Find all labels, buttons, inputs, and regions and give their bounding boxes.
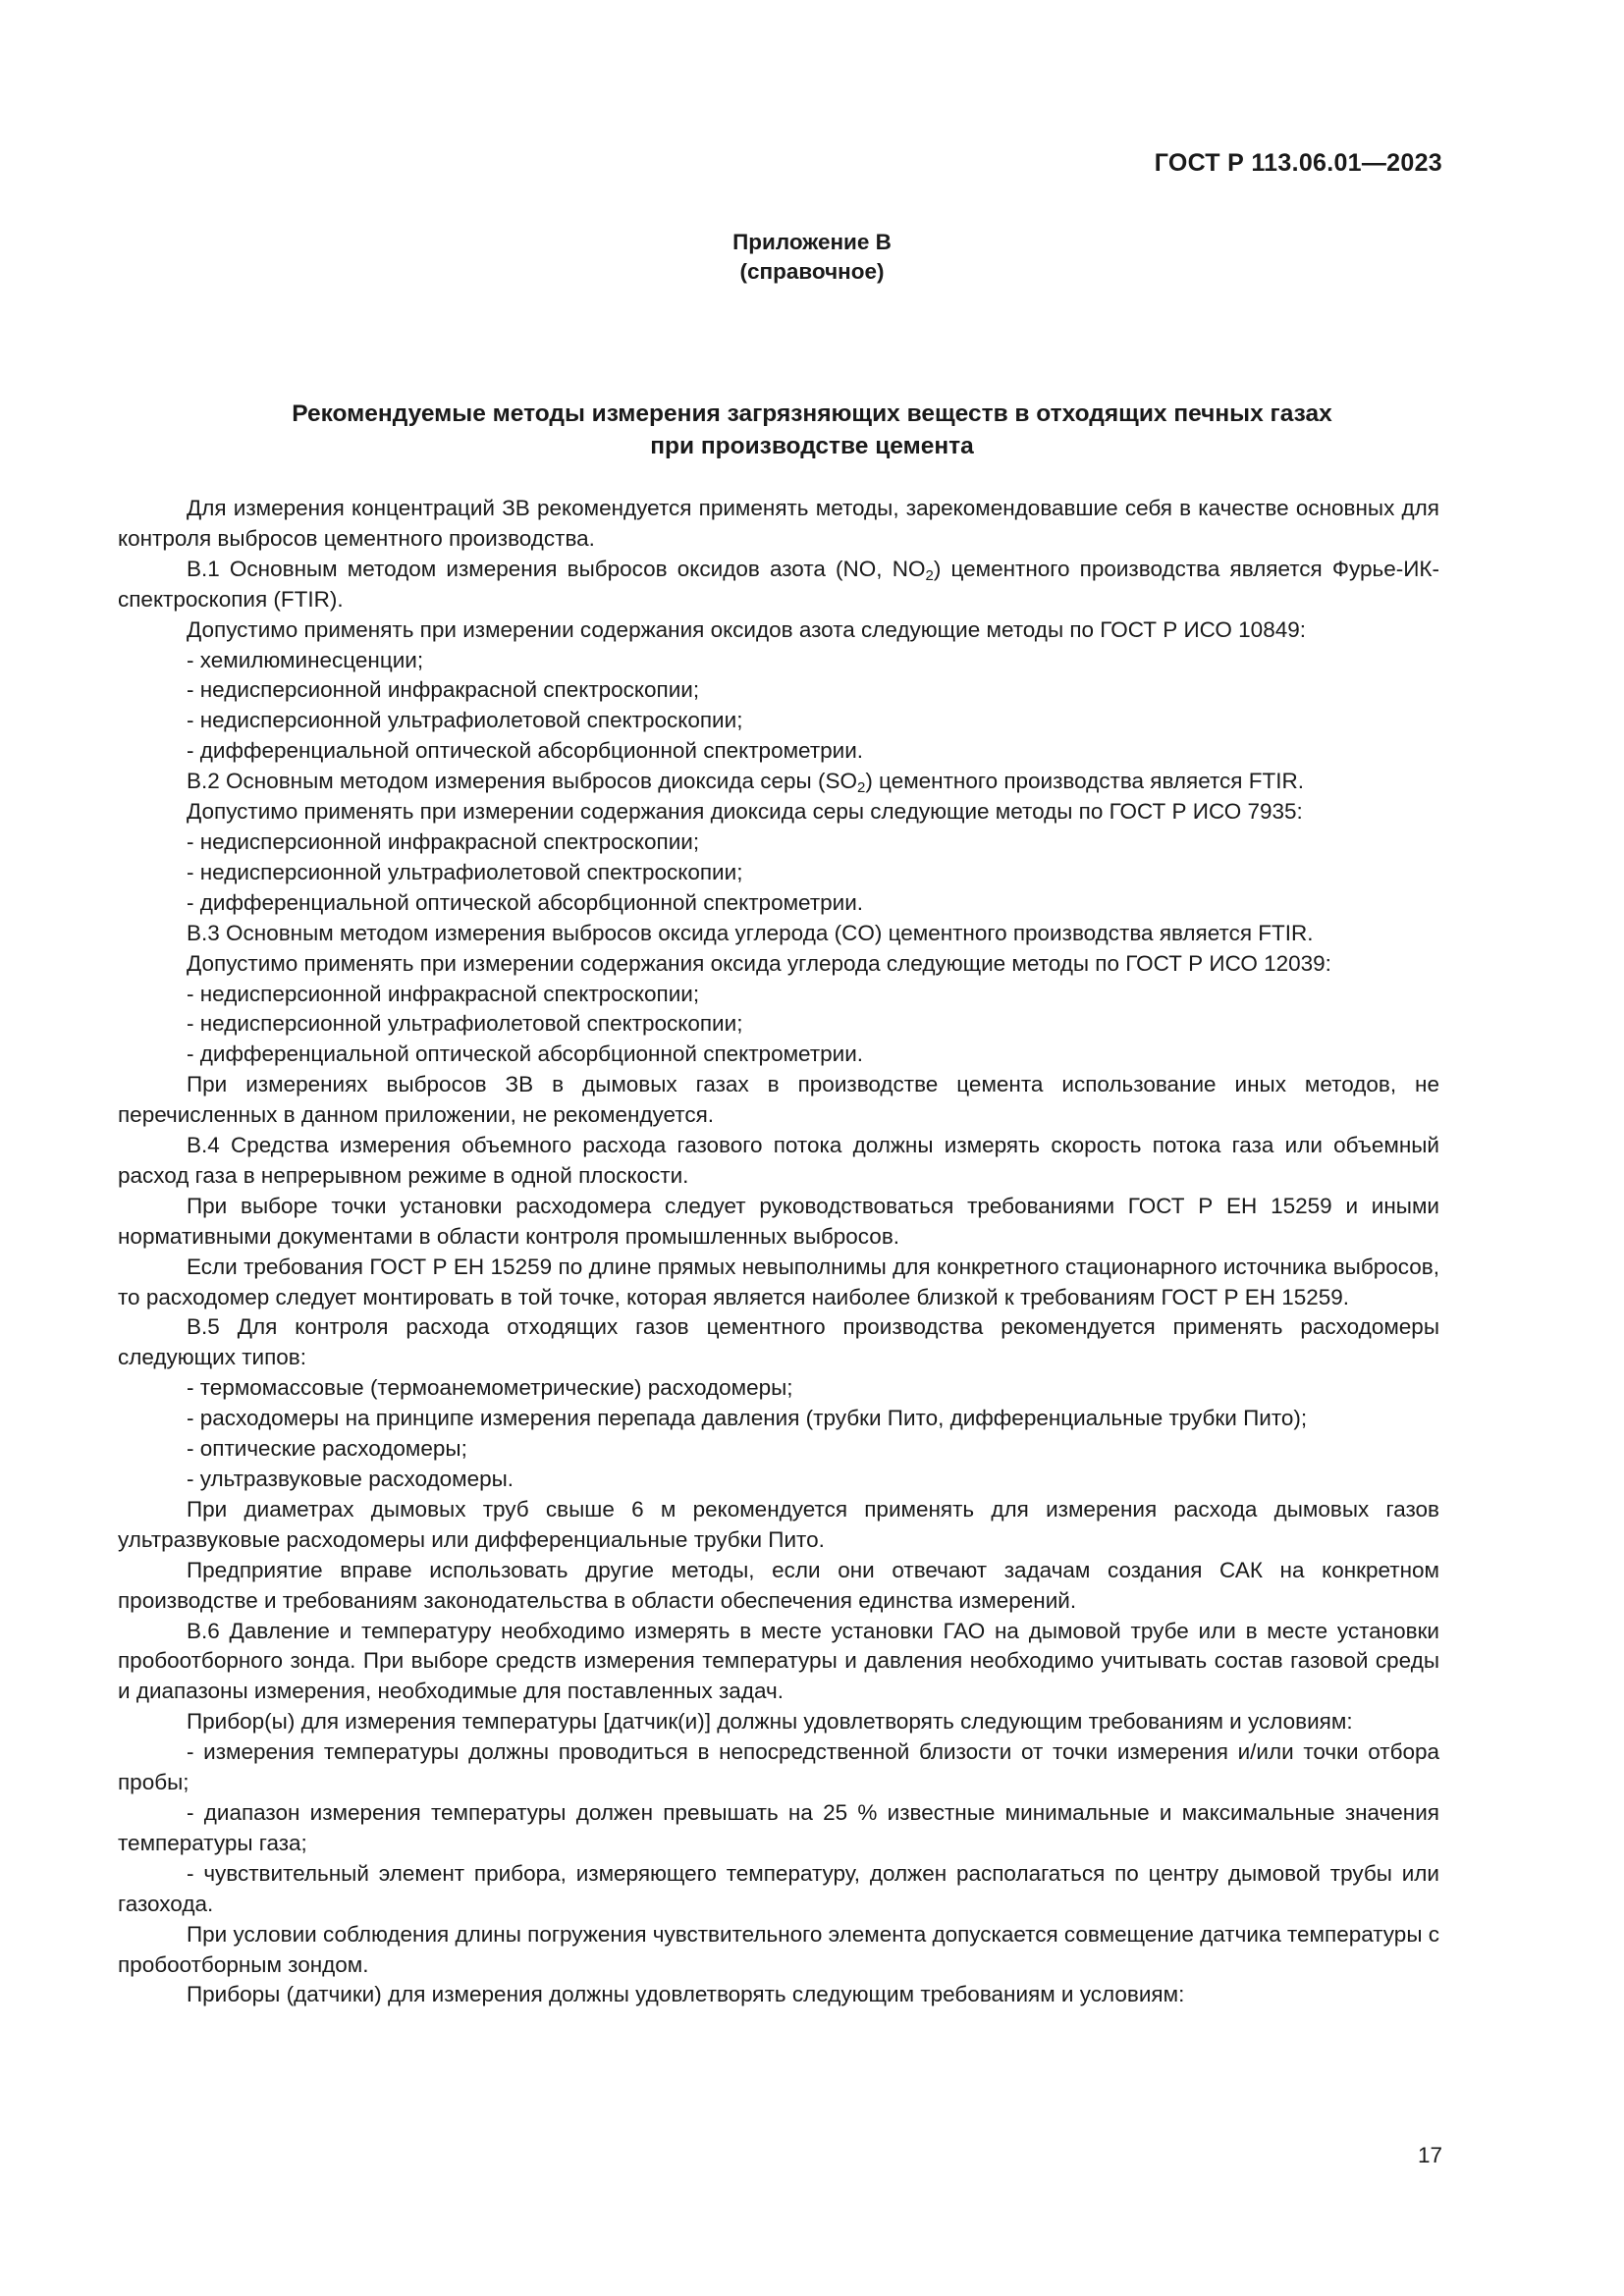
subscript: 2: [925, 566, 934, 584]
appendix-title: [0, 398, 1624, 462]
section-b6: В.6 Давление и температуру необходимо измерять в месте установки ГАО на дымовой трубе или в месте установки пробоотборного зонда. При выборе средств измерения температуры и давления необходимо учитывать состав газовой среды и диапазоны измерения, необходимые для поставленных задач.: [118, 1618, 1439, 1704]
section-b2-text: В.2 Основным методом измерения выбросов диоксида серы (SO: [187, 769, 857, 794]
list-item: - недисперсионной инфракрасной спектроскопии;: [187, 677, 700, 703]
section-b4: В.4 Средства измерения объемного расхода газового потока должны измерять скорость потока газа или объемный расход газа в непрерывном режиме в одной плоскости.: [118, 1133, 1439, 1188]
subscript: 2: [856, 779, 866, 797]
section-b2-text-end: ) цементного производства является FTIR.: [865, 769, 1304, 794]
list-item: - недисперсионной инфракрасной спектроскопии;: [187, 828, 700, 854]
appendix-type: (справочное): [739, 259, 885, 284]
list-item: - термомассовые (термоанемометрические) расходомеры;: [187, 1375, 793, 1401]
list-item: - недисперсионной ультрафиолетовой спектроскопии;: [187, 708, 743, 733]
list-item: - ультразвуковые расходомеры.: [187, 1467, 514, 1491]
section-b1-allowed: Допустимо применять при измерении содержания оксидов азота следующие методы по ГОСТ Р ИСО 10849:: [187, 616, 1306, 642]
list-item: - диапазон измерения температуры должен превышать на 25 % известные минимальные и максимальные значения температуры газа;: [118, 1799, 1439, 1855]
section-b1: [118, 555, 1439, 615]
section-b5-paragraph: Предприятие вправе использовать другие методы, если они отвечают задачам создания САК на конкретном производстве и требованиям законодательства в области обеспечения единства измерений.: [118, 1557, 1439, 1613]
document-code: ГОСТ Р 113.06.01—2023: [1154, 149, 1442, 177]
document-body: [118, 494, 1439, 2010]
list-item: - чувствительный элемент прибора, измеряющего температуру, должен располагаться по центру дымовой трубы или газохода.: [118, 1860, 1439, 1916]
section-b5: В.5 Для контроля расхода отходящих газов цементного производства рекомендуется применять расходомеры следующих типов:: [118, 1314, 1439, 1370]
list-item: - оптические расходомеры;: [187, 1436, 467, 1462]
list-item: - дифференциальной оптической абсорбционной спектрометрии.: [187, 889, 864, 915]
list-item: - недисперсионной ультрафиолетовой спектроскопии;: [187, 859, 743, 884]
section-b4-paragraph: Если требования ГОСТ Р ЕН 15259 по длине прямых невыполнимы для конкретного стационарного источника выбросов, то расходомер следует монтировать в той точке, которая является наиболее близкой к требованиям ГОСТ Р ЕН 15259.: [118, 1254, 1439, 1309]
other-methods-paragraph: При измерениях выбросов ЗВ в дымовых газах в производстве цемента использование иных методов, не перечисленных в данном приложении, не рекомендуется.: [118, 1072, 1439, 1128]
list-item: - измерения температуры должны проводиться в непосредственной близости от точки измерения и/или точки отбора пробы;: [118, 1739, 1439, 1795]
title-line-2: при производстве цемента: [650, 433, 974, 459]
appendix-label: Приложение В: [732, 230, 892, 254]
section-b1-text: В.1 Основным методом измерения выбросов оксидов азота (NO, NO: [187, 556, 926, 581]
list-item: - недисперсионной инфракрасной спектроскопии;: [187, 981, 700, 1006]
section-b6-paragraph: Прибор(ы) для измерения температуры [датчик(и)] должны удовлетворять следующим требованиям и условиям:: [187, 1709, 1353, 1735]
section-b6-paragraph: Приборы (датчики) для измерения должны удовлетворять следующим требованиям и условиям:: [187, 1982, 1185, 2007]
intro-paragraph: Для измерения концентраций ЗВ рекомендуется применять методы, зарекомендовавшие себя в качестве основных для контроля выбросов цементного производства.: [118, 496, 1439, 551]
title-line-1: Рекомендуемые методы измерения загрязняющих веществ в отходящих печных газах: [292, 400, 1332, 427]
list-item: - дифференциальной оптической абсорбционной спектрометрии.: [187, 738, 864, 764]
list-item: - расходомеры на принципе измерения перепада давления (трубки Пито, дифференциальные трубки Пито);: [187, 1406, 1308, 1431]
section-b3-allowed: Допустимо применять при измерении содержания оксида углерода следующие методы по ГОСТ Р ИСО 12039:: [187, 950, 1331, 976]
appendix-heading: [0, 228, 1624, 287]
section-b3: В.3 Основным методом измерения выбросов оксида углерода (CO) цементного производства является FTIR.: [187, 920, 1314, 945]
section-b4-paragraph: При выборе точки установки расходомера следует руководствоваться требованиями ГОСТ Р ЕН 15259 и иными нормативными документами в области контроля промышленных выбросов.: [118, 1193, 1439, 1249]
section-b5-paragraph: При диаметрах дымовых труб свыше 6 м рекомендуется применять для измерения расхода дымовых газов ультразвуковые расходомеры или дифференциальные трубки Пито.: [118, 1496, 1439, 1552]
section-b2-allowed: Допустимо применять при измерении содержания диоксида серы следующие методы по ГОСТ Р ИСО 7935:: [187, 799, 1303, 825]
list-item: - дифференциальной оптической абсорбционной спектрометрии.: [187, 1041, 864, 1067]
page-number: 17: [1417, 2143, 1442, 2167]
section-b1-text-end: ) цементного производства является Фурье-ИК-спектроскопия (FTIR).: [118, 556, 1439, 612]
list-item: - недисперсионной ультрафиолетовой спектроскопии;: [187, 1011, 743, 1037]
section-b6-paragraph: При условии соблюдения длины погружения чувствительного элемента допускается совмещение датчика температуры с пробоотборным зондом.: [118, 1921, 1439, 1977]
list-item: - хемилюминесценции;: [187, 647, 424, 672]
section-b2: [118, 767, 1439, 797]
